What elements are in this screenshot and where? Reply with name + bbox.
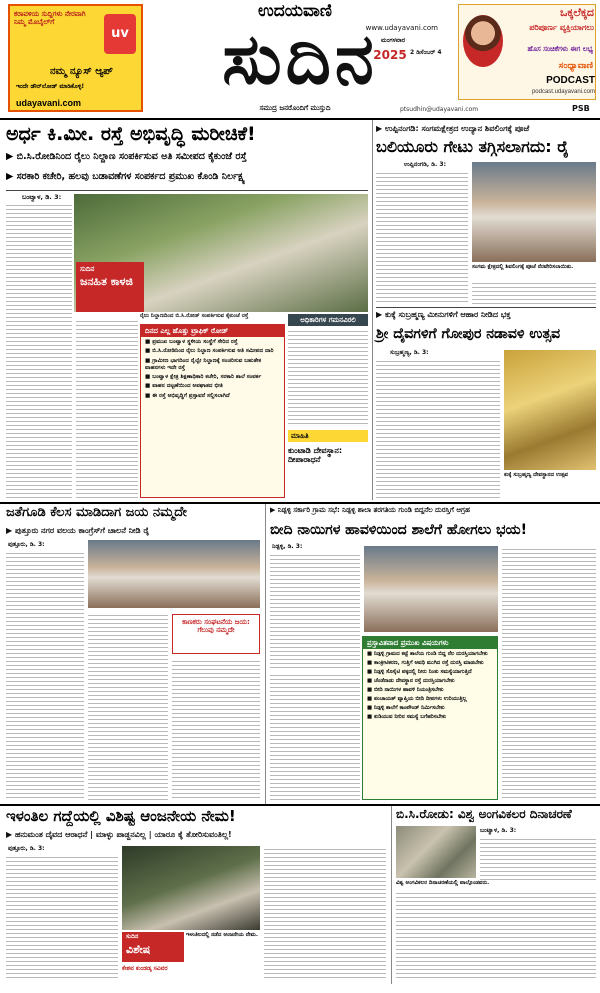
right-top-photo-caption: ಸಂಗಮ ಕ್ಷೇತ್ರದಲ್ಲಿ ಶಿವಲಿಂಗಕ್ಕೆ ಪೂಜೆ ನೆರವೇರಿಸಲಾಯಿತು. xyxy=(472,264,574,270)
mid-right-body1 xyxy=(270,552,360,668)
officer-box-title: ಅಧಿಕಾರಿಗಳ ಗಮನವಿರಲಿ xyxy=(288,314,368,326)
mid-right-kicker-text: ನಿಡ್ಪಳ್ಳಿ ಸರ್ಕಾರಿ ಗ್ರಾಮ ಸಭೆ: ನಿಡ್ಪಳ್ಳಿ ಶಾಲಾ ತರಗತಿಯ ಗುಂಡಿ ಬಿದ್ದನೆಲ ದುರಸ್ತಿಗೆ ಆಗ್ರಹ xyxy=(277,506,470,514)
traffic-point: ■ ವಾಹನ ದಟ್ಟಣೆಯಿಂದ ಅಪಘಾತದ ಭೀತಿ xyxy=(145,383,223,390)
bullet-icon: ▶ xyxy=(6,526,13,535)
issues-box xyxy=(362,636,498,800)
info-label: ಮಾಹಿತಿ xyxy=(288,430,368,442)
issue-point: ■ ನಿಡ್ಪಳ್ಳಿ ಸೊಸೈಟಿ ಪಕ್ಕದಲ್ಲಿ ನೀರು ನಿಂತು ಸಮಸ್ಯೆಯಾಗುತ್ತಿದೆ xyxy=(367,669,472,676)
podcast-url: podcast.udayavani.com xyxy=(531,89,595,95)
mid-right-headline[interactable]: ಬೀದಿ ನಾಯಿಗಳ ಹಾವಳಿಯಿಂದ ಶಾಲೆಗೆ ಹೋಗಲು ಭಯ! xyxy=(270,522,527,538)
bottom-left-photo-caption: ಇಳಂತಿಲದಲ್ಲಿ ನಡೆದ ಆಂಜನೇಯ ನೇಮ. xyxy=(186,932,258,938)
masthead-title: ಸುದಿನ xyxy=(222,18,378,100)
mid-left-body2 xyxy=(88,612,168,800)
mid-left-callout xyxy=(172,614,260,654)
masthead xyxy=(0,0,600,120)
lead-sub1-text: ಬಿ.ಸಿ.ರೋಡಿನಿಂದ ರೈಲು ನಿಲ್ದಾಣ ಸಂಪರ್ಕಿಸುವ ಅತಿ ಸಮೀಪದ ಕೈಕುಂಜೆ ರಸ್ತೆ xyxy=(16,151,247,162)
mid-left-sub-text: ಪುತ್ತೂರು ನಗರ ವಲಯ ಕಾಂಗ್ರೆಸ್‌ಗೆ ಚಾಲನೆ ನೀಡಿ ರೈ xyxy=(14,526,150,535)
mid-right-kicker xyxy=(270,506,596,514)
issue-point: ■ ಪಂಚಾಯತ್ ವ್ಯಾಪ್ತಿಯ ಬೀದಿ ದೀಪಗಳು ಉರಿಯುತ್ತಿಲ್ಲ xyxy=(367,696,467,703)
mid-right-body2 xyxy=(502,546,596,800)
issue-point: ■ ಕುಡಿಯುವ ನೀರಿನ ಸಮಸ್ಯೆ ಬಗೆಹರಿಸಬೇಕು xyxy=(367,714,447,721)
bottom-left-body1 xyxy=(6,854,118,980)
bullet-icon: ▶ xyxy=(270,506,276,514)
bottom-left-body2 xyxy=(264,846,386,980)
uv-logo-icon: uv xyxy=(104,14,136,54)
issue-point: ■ ಕಾಂಕ್ರೀಟಿಕರಣ, ಗುತ್ತಿಗೆ ಅವಧಿ ಮುಗಿದ ರಸ್ತೆ ದುರಸ್ತಿ ಮಾಡಬೇಕು xyxy=(367,660,484,667)
bullet-icon: ▶ xyxy=(6,830,13,839)
mid-right-body3 xyxy=(270,672,360,800)
officer-box xyxy=(288,314,368,498)
sudina-tag: ಸುದಿನ xyxy=(80,265,95,273)
right-top-photo xyxy=(472,162,596,262)
podcast-label: PODCAST xyxy=(546,75,595,86)
app-ad-text: ಕರಾವಳಿಯ ಸುದ್ದಿಗಳು ನೇರವಾಗಿ ನಿಮ್ಮ ಮೊಬೈಲ್‌ಗೆ xyxy=(14,10,86,27)
issue-year: 2025 xyxy=(373,48,407,62)
lead-body-col1 xyxy=(6,202,72,498)
traffic-point: ■ ಪ್ರಮುಖ ಬಂಟ್ವಾಳ ಸ್ಥಳೀಯ ಸಂಸ್ಥೆಗೆ ಸೇರಿದ ರಸ್ತೆ xyxy=(145,339,238,346)
presenter-photo xyxy=(463,15,503,67)
bottom-left-dateline: ಪುತ್ತೂರು, ಡಿ. 3: xyxy=(8,845,45,852)
mid-left-sub xyxy=(6,526,261,535)
bottom-left-sub xyxy=(6,830,386,839)
issue-date: 2 ಡಿಸೆಂಬರ್ 4 xyxy=(410,49,442,56)
special-sudina: ಸುದಿನ xyxy=(126,933,139,940)
issue-point: ■ ಬೀದಿ ನಾಯಿಗಳ ಹಾವಳಿ ನಿಯಂತ್ರಿಸಬೇಕು xyxy=(367,687,444,694)
registration-marks xyxy=(0,984,600,993)
bullet-icon: ▶ xyxy=(376,310,383,319)
info-value: ಕುಂಟಾಡಿ ದೇವಸ್ಥಾನ: ದೀಪಾರಾಧನೆ xyxy=(288,446,343,465)
issue-point: ■ ನಿಡ್ಪಳ್ಳಿ ಗ್ರಾಮದ ಕಟ್ಟೆ ಶಾಲೆಯ ಗುಂಡಿ ಬಿದ್ದ ನೆಲ ದುರಸ್ತಿಯಾಗಬೇಕು xyxy=(367,651,488,658)
mid-right-photo xyxy=(364,546,498,632)
podcast-ad-line4: ಸಂಧ್ಯಾವಾಣಿ xyxy=(558,61,593,71)
issue-point: ■ ಚೆಂಡೆನಾಡು ದೇವಸ್ಥಾನ ರಸ್ತೆ ದುರಸ್ತಿಯಾಗಬೇಕು xyxy=(367,678,455,685)
bullet-icon: ▶ xyxy=(6,171,14,182)
lead-sub2-text: ಸರಕಾರಿ ಕಚೇರಿ, ಹಲವು ಬಡಾವಣೆಗಳ ಸಂಪರ್ಕದ ಪ್ರಮುಖ ಕೊಂಡಿ ನಿರ್ಲಕ್ಷ್ಯ xyxy=(16,171,245,182)
right-mid-photo-caption: ಕುಕ್ಕೆ ಸುಬ್ರಹ್ಮಣ್ಯ ದೇವಸ್ಥಾನದ ಉತ್ಸವ xyxy=(504,472,569,478)
right-top-dateline: ಉಪ್ಪಿನಂಗಡಿ, ಡಿ. 3: xyxy=(404,161,446,168)
mid-left-dateline: ಪುತ್ತೂರು, ಡಿ. 3: xyxy=(8,541,45,548)
bottom-right-body1 xyxy=(480,836,596,880)
traffic-point: ■ ಬಿ.ಸಿ.ರೋಡಿನಿಂದ ರೈಲು ನಿಲ್ದಾಣ ಸಂಪರ್ಕಿಸುವ ಅತಿ ಸಮೀಪದ ದಾರಿ xyxy=(145,348,274,355)
bottom-left-author: ಕೇಶವ ಕುಂಡಡ್ಕ ಸವಿವರ xyxy=(122,965,168,972)
officer-box-body xyxy=(288,328,368,424)
lead-dateline: ಬಂಟ್ವಾಳ, ಡಿ. 3: xyxy=(22,193,62,201)
podcast-ad-line3: ಹೊಸ ಸಂಚಿಕೆಗಳು ಈಗ ಲಭ್ಯ xyxy=(527,45,593,53)
bottom-right-photo xyxy=(396,826,476,878)
podcast-ad-line1: ಒಕ್ಕಲೆಕ್ಕದ xyxy=(559,6,594,19)
brand-name: ಉದಯವಾಣಿ xyxy=(258,1,332,21)
bottom-right-headline[interactable]: ಬಿ.ಸಿ.ರೋಡು: ವಿಶ್ವ ಅಂಗವಿಕಲರ ದಿನಾಚರಣೆ xyxy=(396,807,572,821)
bottom-right-body2 xyxy=(396,890,596,980)
podcast-ad-line2: ಪರಿಪೂರ್ಣ ವ್ಯಕ್ತಿಯಾಗಲು xyxy=(529,23,594,32)
right-top-kicker xyxy=(376,124,596,133)
right-mid-photo xyxy=(504,350,596,470)
mid-left-body3 xyxy=(172,658,260,800)
app-ad-store: ಇಂದೇ ಡೌನ್‌ಲೋಡ್ ಮಾಡಿಕೊಳ್ಳಿ! xyxy=(16,83,85,90)
bullet-icon: ▶ xyxy=(376,124,383,133)
issues-points xyxy=(363,649,497,725)
bullet-icon: ▶ xyxy=(6,151,14,162)
right-mid-kicker xyxy=(376,310,596,319)
bottom-left-photo xyxy=(122,846,260,930)
traffic-point: ■ ಗ್ರಾಮೀಣ ಭಾಗದಿಂದ ರೈಲ್ವೇ ನಿಲ್ದಾಣಕ್ಕೆ ಸಂಚರಿಸುವ ಬಹುತೇಕ ವಾಹನಗಳು ಇದೇ ರಸ್ತೆ xyxy=(145,357,262,371)
right-mid-dateline: ಸುಬ್ರಹ್ಮಣ್ಯ, ಡಿ. 3: xyxy=(390,349,429,356)
issues-box-title: ಪ್ರಸ್ತಾವಿತವಾದ ಪ್ರಮುಖ ವಿಷಯಗಳು xyxy=(363,637,497,649)
right-top-kicker-text: ಉಪ್ಪಿನಂಗಡಿ: ಸಂಗಮಕ್ಷೇತ್ರದ ಉದ್ಯಾನ ಶಿವಲಿಂಗಕ್ಕೆ ಪೂಜೆ xyxy=(384,124,530,133)
tagline: ಸಮುದ್ರ ಜನರೊಂದಿಗೆ ಮುಸ್ತುದಿ xyxy=(259,104,331,112)
traffic-points xyxy=(141,337,284,404)
mid-left-headline[interactable]: ಜತೆಗೂಡಿ ಕೆಲಸ ಮಾಡಿದಾಗ ಜಯ ನಮ್ಮದೇ xyxy=(6,505,187,520)
lead-body-col2 xyxy=(76,318,138,498)
right-top-headline[interactable]: ಬಲಿಯೂರು ಗೇಟು ತಗ್ಗಿಸಲಾಗದು: ರೈ xyxy=(376,137,569,156)
bottom-right-dateline: ಬಂಟ್ವಾಳ, ಡಿ. 3: xyxy=(480,827,517,834)
email[interactable]: ptsudhin@udayavani.com xyxy=(400,106,479,113)
app-ad[interactable] xyxy=(8,4,143,112)
date-label: ಮಂಗಳವಾರ xyxy=(380,37,405,44)
lead-headline[interactable]: ಅರ್ಧ ಕಿ.ಮೀ. ರಸ್ತೆ ಅಭಿವೃದ್ಧಿ ಮರೀಚಿಕೆ! xyxy=(6,123,256,145)
traffic-point: ■ ಬಂಟ್ವಾಳ ಕ್ಷೇತ್ರ ಶಿಕ್ಷಣಾಧಿಕಾರಿ ಕಚೇರಿ, ಸರಕಾರಿ ಶಾಲೆ ಸಂಪರ್ಕ xyxy=(145,374,262,381)
traffic-point: ■ ಈ ರಸ್ತೆ ಅಭಿವೃದ್ಧಿಗೆ ಪ್ರಸ್ತಾವನೆ ಸಲ್ಲಿಸಲಾಗಿದೆ xyxy=(145,392,230,399)
right-mid-kicker-text: ಕುಕ್ಕೆ ಸುಬ್ರಹ್ಮಣ್ಯ ಮೀನುಗಳಿಗೆ ಆಹಾರ ನೀಡಿದ ಭಕ್ತ xyxy=(384,310,511,319)
bottom-right-photo-caption: ವಿಶ್ವ ಅಂಗವಿಕಲರ ದಿನಾಚರಣೆಯಲ್ಲಿ ಪಾಲ್ಗೊಂಡವರು. xyxy=(396,880,490,886)
special-tag xyxy=(122,932,184,962)
bottom-left-sub-text: ಹನುಮಂತ ದೈವದ ಆರಾಧನೆ | ಮಾಳ್ಳು ಪಾಡ್ದನವಿಲ್ಲ | ಯಾರೂ ಕೈ ತೋರಿಸುವಂತಿಲ್ಲ! xyxy=(14,830,232,839)
right-mid-body xyxy=(376,358,500,498)
bottom-left-headline[interactable]: ಇಳಂತಿಲ ಗದ್ದೆಯಲ್ಲಿ ವಿಶಿಷ್ಟ ಆಂಜನೇಯ ನೇಮ! xyxy=(6,807,236,825)
lead-photo-caption: ರೈಲು ನಿಲ್ದಾಣದಿಂದ ಬಿ.ಸಿ.ರೋಡ್ ಸಂಪರ್ಕಿಸುವ ಕೈಕುಂಜೆ ರಸ್ತೆ xyxy=(140,313,249,319)
mid-left-photo xyxy=(88,540,260,608)
mid-right-dateline: ನಿಡ್ಪಳ್ಳಿ, ಡಿ. 3: xyxy=(272,543,303,550)
issue-point: ■ ನಿಡ್ಪಳ್ಳಿ ಶಾಲೆಗೆ ಕಾಂಪೌಂಡ್ ನಿರ್ಮಿಸಬೇಕು xyxy=(367,705,445,712)
app-ad-app: ನಮ್ಮ ನ್ಯೂಸ್ ಆ್ಯಪ್ xyxy=(50,66,113,77)
sudina-series-tag xyxy=(76,262,144,312)
psb-mark: PSB xyxy=(572,104,590,113)
series-name: ಜನಹಿತ ಕಾಳಜಿ xyxy=(80,275,133,288)
app-ad-site: udayavani.com xyxy=(16,98,82,108)
lead-sub1 xyxy=(6,152,368,163)
mid-left-body1 xyxy=(6,550,84,800)
traffic-box-title: ದಿನದ ಎಲ್ಲ ಹೊತ್ತು ಟ್ರಾಫಿಕ್ ರೋಡ್ xyxy=(141,325,284,337)
website-url[interactable]: www.udayavani.com xyxy=(365,24,438,32)
right-top-body2 xyxy=(472,280,596,304)
right-top-body xyxy=(376,170,468,302)
right-mid-headline[interactable]: ಶ್ರೀ ದೈವಗಳಿಗೆ ಗೋಪುರ ನಡಾವಳಿ ಉತ್ಸವ xyxy=(376,326,561,342)
podcast-ad[interactable] xyxy=(458,4,596,100)
special-label: ವಿಶೇಷ xyxy=(126,943,151,956)
lead-sub2 xyxy=(6,172,368,183)
traffic-box xyxy=(140,324,285,498)
mid-left-callout-text: ಕಾಣಕರು ಸಂಘಟನೆಯ ಜಯ: ಗೆಲುವು ನಮ್ಮದೇ xyxy=(182,618,250,635)
